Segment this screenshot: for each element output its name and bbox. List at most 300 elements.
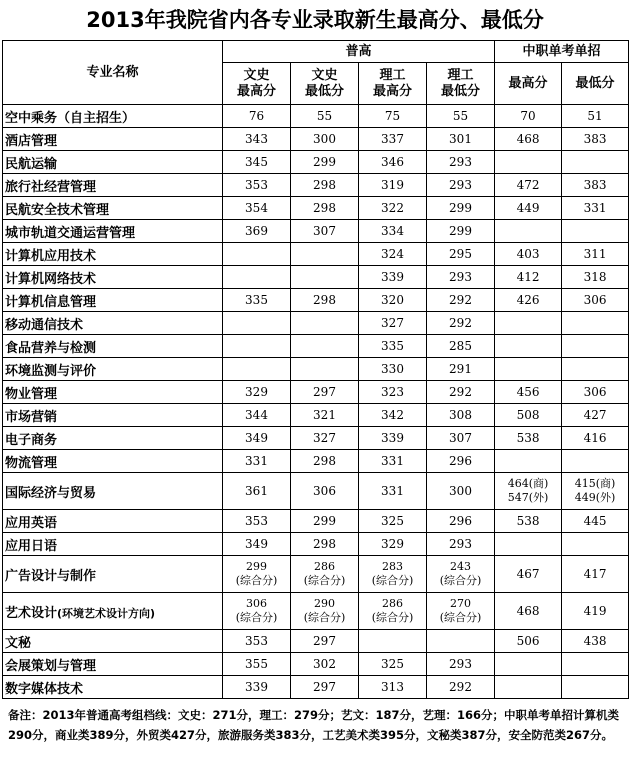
score-cell <box>427 220 495 243</box>
score-cell <box>291 653 359 676</box>
score-value: 313 <box>381 680 404 694</box>
score-cell <box>427 243 495 266</box>
major-name <box>3 243 223 266</box>
score-cell <box>359 151 427 174</box>
major-name <box>3 358 223 381</box>
score-cell <box>427 556 495 593</box>
score-cell <box>495 289 562 312</box>
score-cell <box>562 556 629 593</box>
major-name-text: 民航运输 <box>5 156 58 172</box>
major-name-text: 计算机信息管理 <box>5 294 97 310</box>
major-name <box>3 197 223 220</box>
score-value: 322 <box>381 201 404 215</box>
major-name <box>3 289 223 312</box>
score-cell <box>427 533 495 556</box>
score-cell <box>291 128 359 151</box>
score-cell <box>495 427 562 450</box>
table-row <box>3 335 629 358</box>
score-value: 311 <box>583 247 607 261</box>
score-cell <box>223 556 291 593</box>
score-cell <box>495 151 562 174</box>
major-name-text: 移动通信技术 <box>5 317 84 333</box>
header-col-line: 最高分 <box>508 75 548 91</box>
score-cell <box>291 289 359 312</box>
score-cell <box>495 220 562 243</box>
score-cell <box>427 473 495 510</box>
score-value: 417 <box>583 567 607 581</box>
score-cell <box>291 151 359 174</box>
score-value: 298 <box>313 178 336 192</box>
score-value: 339 <box>381 270 404 284</box>
score-cell <box>495 105 562 128</box>
score-cell <box>562 630 629 653</box>
score-cell <box>359 676 427 699</box>
header-col-line: 文史 <box>243 67 270 83</box>
score-value: 293 <box>449 155 472 169</box>
score-value: 331 <box>381 454 404 468</box>
score-cell <box>495 243 562 266</box>
score-cell <box>359 358 427 381</box>
score-value: 467 <box>516 567 540 581</box>
score-cell <box>223 220 291 243</box>
score-value: 299 <box>313 514 336 528</box>
score-value: 329 <box>381 537 404 551</box>
major-name-text: 酒店管理 <box>5 133 58 149</box>
score-cell <box>223 533 291 556</box>
score-value: 291 <box>449 362 472 376</box>
score-value: 243 <box>450 560 471 573</box>
score-cell <box>562 381 629 404</box>
score-cell <box>223 243 291 266</box>
score-value: 449(外) <box>574 491 616 504</box>
score-cell <box>291 174 359 197</box>
score-cell <box>562 220 629 243</box>
major-name <box>3 450 223 473</box>
score-cell <box>291 335 359 358</box>
header-col-5 <box>562 63 629 105</box>
score-value: (综合分) <box>439 574 482 587</box>
table-row <box>3 197 629 220</box>
score-value: 342 <box>381 408 404 422</box>
score-cell <box>291 676 359 699</box>
score-cell <box>495 266 562 289</box>
major-name <box>3 593 223 630</box>
score-value: 345 <box>245 155 268 169</box>
score-value: 290 <box>314 597 335 610</box>
major-name-text: 物流管理 <box>5 455 58 471</box>
score-value: 383 <box>583 178 607 192</box>
score-value: 445 <box>583 514 607 528</box>
table-row <box>3 676 629 699</box>
score-value: 468 <box>516 132 540 146</box>
score-cell <box>495 450 562 473</box>
score-value: 427 <box>583 408 607 422</box>
table-row <box>3 289 629 312</box>
score-value: 506 <box>516 634 540 648</box>
score-value: 318 <box>583 270 607 284</box>
major-name-text: 应用日语 <box>5 538 58 554</box>
major-name <box>3 556 223 593</box>
score-cell <box>291 312 359 335</box>
major-name <box>3 105 223 128</box>
score-cell <box>495 381 562 404</box>
major-name <box>3 427 223 450</box>
score-value: 298 <box>313 537 336 551</box>
score-cell <box>427 128 495 151</box>
score-cell <box>223 630 291 653</box>
score-cell <box>495 335 562 358</box>
header-group-zhongzhi: 中职单考单招 <box>495 41 629 63</box>
score-cell <box>495 473 562 510</box>
score-cell <box>291 243 359 266</box>
score-cell <box>427 510 495 533</box>
score-value: 302 <box>313 657 336 671</box>
score-value: 464(商) <box>507 477 549 490</box>
score-cell <box>427 312 495 335</box>
score-value: 361 <box>245 484 268 498</box>
score-value: 55 <box>452 109 469 123</box>
score-value: 412 <box>516 270 540 284</box>
score-value: (综合分) <box>303 611 346 624</box>
score-value: 327 <box>313 431 336 445</box>
header-col-line: 最低分 <box>575 75 615 91</box>
score-value: 307 <box>313 224 336 238</box>
score-cell <box>291 450 359 473</box>
score-cell <box>562 676 629 699</box>
score-value: 354 <box>245 201 268 215</box>
score-cell <box>427 174 495 197</box>
score-cell <box>291 593 359 630</box>
score-value: 292 <box>449 680 472 694</box>
score-value: 331 <box>583 201 607 215</box>
score-cell <box>223 174 291 197</box>
score-value: 547(外) <box>507 491 549 504</box>
score-value: 319 <box>381 178 404 192</box>
table-row <box>3 151 629 174</box>
major-name <box>3 473 223 510</box>
score-value: 298 <box>313 293 336 307</box>
score-value: 321 <box>313 408 336 422</box>
score-value: 293 <box>449 270 472 284</box>
score-cell <box>291 533 359 556</box>
score-value: 297 <box>313 680 336 694</box>
score-cell <box>562 289 629 312</box>
score-cell <box>562 197 629 220</box>
score-value: 344 <box>245 408 268 422</box>
score-cell <box>359 653 427 676</box>
score-value: (综合分) <box>303 574 346 587</box>
page-title: 2013年我院省内各专业录取新生最高分、最低分 <box>86 8 544 32</box>
score-cell <box>562 533 629 556</box>
score-cell <box>291 473 359 510</box>
score-value: 292 <box>449 316 472 330</box>
score-value: 296 <box>449 454 472 468</box>
score-cell <box>223 335 291 358</box>
score-cell <box>562 174 629 197</box>
major-name-text: 会展策划与管理 <box>5 658 97 674</box>
score-cell <box>291 404 359 427</box>
header-col-line: 理工 <box>447 67 474 83</box>
score-value: 353 <box>245 178 268 192</box>
score-value: 403 <box>516 247 540 261</box>
score-value: 323 <box>381 385 404 399</box>
score-cell <box>291 105 359 128</box>
header-col-line: 最高分 <box>372 83 412 99</box>
score-cell <box>223 266 291 289</box>
major-name-text: 应用英语 <box>5 515 58 531</box>
score-value: 369 <box>245 224 268 238</box>
score-cell <box>427 105 495 128</box>
score-cell <box>359 105 427 128</box>
table-row <box>3 510 629 533</box>
major-name-text: 计算机网络技术 <box>5 271 97 287</box>
score-value: 355 <box>245 657 268 671</box>
score-value: 293 <box>449 178 472 192</box>
table-row <box>3 243 629 266</box>
major-name-text: 国际经济与贸易 <box>5 485 97 501</box>
table-row <box>3 450 629 473</box>
score-cell <box>359 335 427 358</box>
score-value: 306 <box>583 293 607 307</box>
score-cell <box>223 105 291 128</box>
score-cell <box>495 510 562 533</box>
header-col-0 <box>223 63 291 105</box>
table-row <box>3 312 629 335</box>
score-cell <box>359 289 427 312</box>
score-value: 331 <box>381 484 404 498</box>
major-name <box>3 404 223 427</box>
score-cell <box>427 653 495 676</box>
score-value: 339 <box>381 431 404 445</box>
score-value: 325 <box>381 514 404 528</box>
score-value: 299 <box>449 201 472 215</box>
score-cell <box>427 381 495 404</box>
score-cell <box>562 243 629 266</box>
header-col-line: 文史 <box>311 67 338 83</box>
major-name-text: 数字媒体技术 <box>5 681 84 697</box>
score-cell <box>291 510 359 533</box>
score-cell <box>495 197 562 220</box>
score-cell <box>359 197 427 220</box>
score-cell <box>427 676 495 699</box>
major-name-note: (环境艺术设计方向) <box>57 606 156 620</box>
score-value: 299 <box>449 224 472 238</box>
score-cell <box>562 105 629 128</box>
score-value: 416 <box>583 431 607 445</box>
score-cell <box>223 450 291 473</box>
score-value: 335 <box>245 293 268 307</box>
score-value: 426 <box>516 293 540 307</box>
major-name <box>3 128 223 151</box>
score-value: 298 <box>313 201 336 215</box>
score-cell <box>291 427 359 450</box>
score-value: 298 <box>313 454 336 468</box>
major-name <box>3 630 223 653</box>
table-row <box>3 381 629 404</box>
score-cell <box>291 556 359 593</box>
footnote: 备注：2013年普通高考组档线：文史：271分，理工：279分；艺文：187分，艺理：166分；中职单考单招计算机类290分，商业类389分，外贸类427分，旅游服务类383分，工艺美术类395分，文秘类387分，安全防范类267分。 <box>8 708 620 742</box>
score-value: 308 <box>449 408 472 422</box>
score-cell <box>562 593 629 630</box>
table-row <box>3 533 629 556</box>
score-value: (综合分) <box>371 574 414 587</box>
score-value: 343 <box>245 132 268 146</box>
score-value: (综合分) <box>235 574 278 587</box>
score-cell <box>562 335 629 358</box>
score-cell <box>359 381 427 404</box>
score-cell <box>427 593 495 630</box>
header-col-2 <box>359 63 427 105</box>
score-cell <box>223 151 291 174</box>
score-value: 339 <box>245 680 268 694</box>
score-value: 449 <box>516 201 540 215</box>
score-cell <box>427 630 495 653</box>
score-value: 538 <box>516 514 540 528</box>
major-name <box>3 335 223 358</box>
score-value: 472 <box>516 178 540 192</box>
major-name <box>3 676 223 699</box>
score-cell <box>359 593 427 630</box>
score-cell <box>223 128 291 151</box>
score-cell <box>562 128 629 151</box>
score-value: (综合分) <box>235 611 278 624</box>
score-cell <box>359 220 427 243</box>
score-value: 325 <box>381 657 404 671</box>
major-name-text: 市场营销 <box>5 409 58 425</box>
header-col-line: 最低分 <box>441 83 481 99</box>
score-cell <box>427 427 495 450</box>
table-row <box>3 427 629 450</box>
header-col-4 <box>495 63 562 105</box>
score-cell <box>223 676 291 699</box>
score-value: 300 <box>313 132 336 146</box>
score-cell <box>291 220 359 243</box>
score-value: 306 <box>313 484 336 498</box>
score-value: 349 <box>245 537 268 551</box>
score-cell <box>427 450 495 473</box>
score-cell <box>495 533 562 556</box>
header-group-putong: 普高 <box>223 41 495 63</box>
score-value: 419 <box>583 604 607 618</box>
score-value: 331 <box>245 454 268 468</box>
score-value: 327 <box>381 316 404 330</box>
score-cell <box>359 510 427 533</box>
score-value: 337 <box>381 132 404 146</box>
score-cell <box>359 533 427 556</box>
score-cell <box>427 358 495 381</box>
score-cell <box>223 427 291 450</box>
score-value: 293 <box>449 657 472 671</box>
score-value: 300 <box>449 484 472 498</box>
score-cell <box>562 266 629 289</box>
score-cell <box>495 358 562 381</box>
score-cell <box>427 335 495 358</box>
score-value: 286 <box>314 560 335 573</box>
score-value: 299 <box>246 560 267 573</box>
score-cell <box>223 404 291 427</box>
major-name-text: 文秘 <box>5 635 32 651</box>
score-cell <box>562 404 629 427</box>
score-cell <box>495 653 562 676</box>
score-cell <box>223 473 291 510</box>
score-value: 334 <box>381 224 404 238</box>
score-value: 353 <box>245 634 268 648</box>
major-name-text: 电子商务 <box>5 432 58 448</box>
score-value: 329 <box>245 385 268 399</box>
score-value: 330 <box>381 362 404 376</box>
score-cell <box>495 404 562 427</box>
score-value: 335 <box>381 339 404 353</box>
score-cell <box>427 266 495 289</box>
score-value: 270 <box>450 597 471 610</box>
score-cell <box>291 630 359 653</box>
score-cell <box>359 312 427 335</box>
score-cell <box>495 676 562 699</box>
score-value: 538 <box>516 431 540 445</box>
major-name <box>3 510 223 533</box>
major-name <box>3 533 223 556</box>
table-row <box>3 105 629 128</box>
score-table <box>2 40 629 699</box>
major-name <box>3 174 223 197</box>
score-value: 51 <box>587 109 603 123</box>
score-value: 383 <box>583 132 607 146</box>
major-name <box>3 653 223 676</box>
table-row <box>3 358 629 381</box>
table-row <box>3 174 629 197</box>
score-value: 70 <box>520 109 536 123</box>
major-name-text: 物业管理 <box>5 386 58 402</box>
table-row <box>3 404 629 427</box>
score-value: 306 <box>583 385 607 399</box>
major-name-text: 环境监测与评价 <box>5 363 97 379</box>
score-cell <box>359 174 427 197</box>
major-name-text: 计算机应用技术 <box>5 248 97 264</box>
table-row <box>3 630 629 653</box>
header-col-line: 最高分 <box>236 83 276 99</box>
table-row <box>3 593 629 630</box>
score-cell <box>359 404 427 427</box>
score-cell <box>223 312 291 335</box>
score-cell <box>223 197 291 220</box>
score-value: 346 <box>381 155 404 169</box>
score-value: 75 <box>384 109 401 123</box>
score-cell <box>562 358 629 381</box>
score-value: 468 <box>516 604 540 618</box>
score-cell <box>562 653 629 676</box>
score-value: 456 <box>516 385 540 399</box>
score-cell <box>495 593 562 630</box>
major-name <box>3 151 223 174</box>
major-name <box>3 220 223 243</box>
major-name <box>3 381 223 404</box>
score-cell <box>495 128 562 151</box>
major-name <box>3 266 223 289</box>
score-cell <box>291 266 359 289</box>
score-cell <box>562 450 629 473</box>
table-row <box>3 473 629 510</box>
score-cell <box>562 151 629 174</box>
score-value: 292 <box>449 293 472 307</box>
table-row <box>3 556 629 593</box>
score-cell <box>359 427 427 450</box>
major-name-text: 旅行社经营管理 <box>5 179 97 195</box>
score-cell <box>223 653 291 676</box>
score-cell <box>562 427 629 450</box>
score-value: 349 <box>245 431 268 445</box>
score-cell <box>427 404 495 427</box>
score-value: 299 <box>313 155 336 169</box>
